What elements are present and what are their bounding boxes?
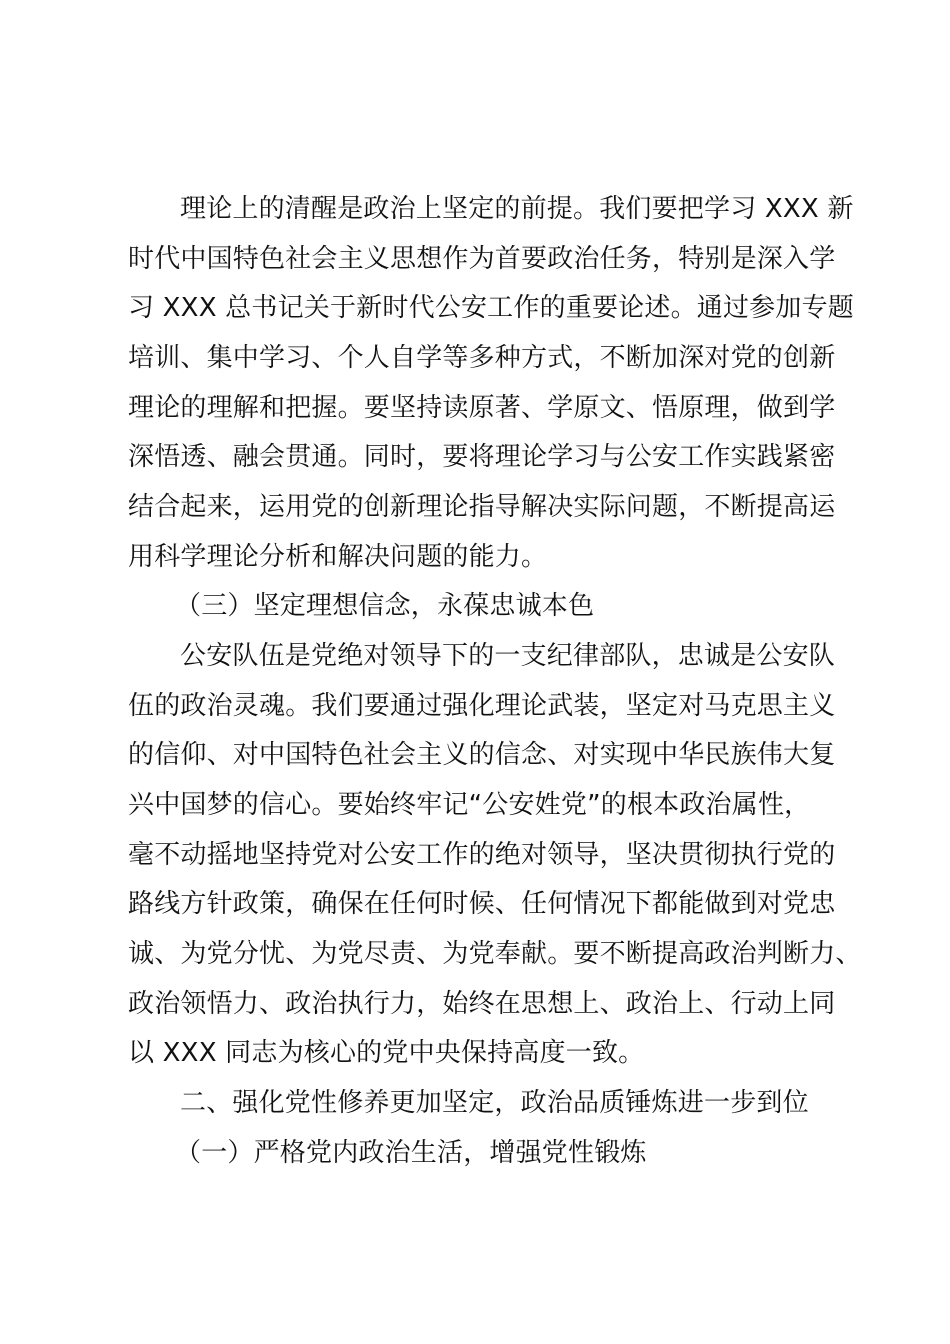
paragraph-1-line-4: 培训、集中学习、个人自学等多种方式，不断加深对党的创新 — [128, 343, 836, 373]
paragraph-2-line-3: 的信仰、对中国特色社会主义的信念、对实现中华民族伟大复 — [128, 740, 836, 770]
section-heading-2: 二、强化党性修养更加坚定，政治品质锤炼进一步到位 — [180, 1088, 809, 1118]
paragraph-2-line-2: 伍的政治灵魂。我们要通过强化理论武装，坚定对马克思主义 — [128, 691, 836, 721]
paragraph-2-line-4: 兴中国梦的信心。要始终牢记“公安姓党”的根本政治属性， — [128, 790, 811, 820]
subheading-1: （一）严格党内政治生活，增强党性锻炼 — [175, 1138, 647, 1168]
paragraph-2-line-8: 政治领悟力、政治执行力，始终在思想上、政治上、行动上同 — [128, 989, 836, 1019]
paragraph-2-line-5: 毫不动摇地坚持党对公安工作的绝对领导，坚决贯彻执行党的 — [128, 840, 836, 870]
paragraph-2-line-9: 以 XXX 同志为核心的党中央保持高度一致。 — [128, 1038, 645, 1068]
paragraph-1-line-8: 用科学理论分析和解决问题的能力。 — [128, 542, 548, 572]
subheading-3: （三）坚定理想信念，永葆忠诚本色 — [175, 591, 595, 621]
paragraph-1-line-3: 习 XXX 总书记关于新时代公安工作的重要论述。通过参加专题 — [128, 293, 854, 323]
paragraph-1-line-5: 理论的理解和把握。要坚持读原著、学原文、悟原理，做到学 — [128, 393, 836, 423]
paragraph-2-line-6: 路线方针政策，确保在任何时候、任何情况下都能做到对党忠 — [128, 889, 836, 919]
paragraph-1-line-7: 结合起来，运用党的创新理论指导解决实际问题，不断提高运 — [128, 492, 836, 522]
paragraph-1-line-2: 时代中国特色社会主义思想作为首要政治任务，特别是深入学 — [128, 244, 836, 274]
paragraph-2-line-7: 诚、为党分忧、为党尽责、为党奉献。要不断提高政治判断力、 — [128, 939, 862, 969]
paragraph-1-line-6: 深悟透、融会贯通。同时，要将理论学习与公安工作实践紧密 — [128, 442, 836, 472]
paragraph-2-line-1: 公安队伍是党绝对领导下的一支纪律部队，忠诚是公安队 — [180, 641, 836, 671]
paragraph-1-line-1: 理论上的清醒是政治上坚定的前提。我们要把学习 XXX 新 — [180, 194, 854, 224]
